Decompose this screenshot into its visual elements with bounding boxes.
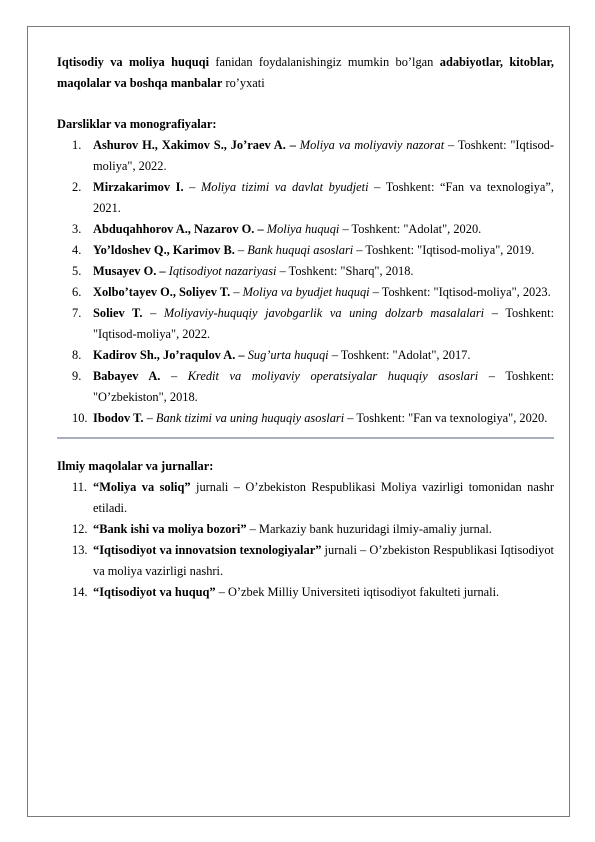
list-item: 12. “Bank ishi va moliya bozori” – Markaziy bank huzuridagi ilmiy-amaliy jurnal. xyxy=(72,522,492,536)
journals-list xyxy=(57,477,554,603)
list-item: 4. Yo’ldoshev Q., Karimov B. – Bank huquqi asoslari – Toshkent: "Iqtisod-moliya", 2019. xyxy=(72,243,535,257)
intro-sources: adabiyotlar, kitoblar, maqolalar va boshqa manbalar xyxy=(57,55,554,90)
list-item: 8. Kadirov Sh., Jo’raqulov A. – Sug’urta huquqi – Toshkent: "Adolat", 2017. xyxy=(72,348,471,362)
document-body xyxy=(57,52,554,603)
books-list xyxy=(57,135,554,429)
list-item: 2. Mirzakarimov I. – Moliya tizimi va davlat byudjeti – Toshkent: “Fan va texnologiya”, 2021. xyxy=(72,180,555,215)
list-item: 10. Ibodov T. – Bank tizimi va uning huquqiy asoslari – Toshkent: "Fan va texnologiya", 2020. xyxy=(72,411,548,425)
list-item: 6. Xolbo’tayev O., Soliyev T. – Moliya va byudjet huquqi – Toshkent: "Iqtisod-moliya", 2023. xyxy=(72,285,551,299)
intro-paragraph xyxy=(57,52,554,94)
list-item: 14. “Iqtisodiyot va huquq” – O’zbek Milliy Universiteti iqtisodiyot fakulteti jurnali. xyxy=(72,585,500,599)
list-item: 5. Musayev O. – Iqtisodiyot nazariyasi – Toshkent: "Sharq", 2018. xyxy=(72,264,414,278)
list-item: 13. “Iqtisodiyot va innovatsion texnologiyalar” jurnali – O’zbekiston Respublikasi Iqtisodiyot va moliya vazirligi nashri. xyxy=(72,543,554,578)
intro-end: ro’yxati xyxy=(222,76,265,90)
list-item: 7. Soliev T. – Moliyaviy-huquqiy javobgarlik va uning dolzarb masalalari – Toshkent: "Iqtisod-moliya", 2022. xyxy=(72,306,555,341)
list-item: 1. Ashurov H., Xakimov S., Jo’raev A. – Moliya va moliyaviy nazorat – Toshkent: "Iqtisod-moliya", 2022. xyxy=(72,138,554,173)
list-item: 3. Abduqahhorov A., Nazarov O. – Moliya huquqi – Toshkent: "Adolat", 2020. xyxy=(72,222,482,236)
intro-subject: Iqtisodiy va moliya huquqi xyxy=(57,55,210,69)
list-item: 11. “Moliya va soliq” jurnali – O’zbekiston Respublikasi Moliya vazirligi tomonidan nashr etiladi. xyxy=(72,480,554,515)
intro-mid: fanidan foydalanishingiz mumkin bo’lgan xyxy=(209,55,440,69)
list-item: 9. Babayev A. – Kredit va moliyaviy operatsiyalar huquqiy asoslari – Toshkent: "O’zbekiston", 2018. xyxy=(72,369,555,404)
books-section-title: Darsliklar va monografiyalar: xyxy=(57,117,217,131)
journals-section-title: Ilmiy maqolalar va jurnallar: xyxy=(57,459,214,473)
section-divider xyxy=(57,437,554,439)
